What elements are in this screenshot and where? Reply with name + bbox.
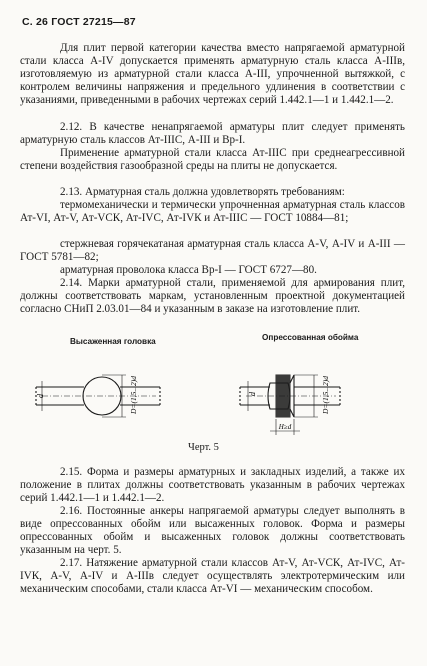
- page-header: С. 26 ГОСТ 27215—87: [22, 16, 136, 28]
- figure-right-title: Опрессованная обойма: [262, 333, 359, 342]
- paragraph-2-13-item-1: термомеханически и термически упрочненная арматурная сталь классов Ат-VI, Ат-V, Ат-VСК, Ат-IVС, Ат-IVК и Ат-IIIС — ГОСТ 10884—81;: [20, 199, 405, 225]
- paragraph-2-16: 2.16. Постоянные анкеры напрягаемой арматуры следует выполнять в виде опрессованных обойм или высаженных головок. Форма и размеры опрессованных обойм и высаженных головок должны соответствовать указанным на черт. 5.: [20, 505, 405, 557]
- paragraph-2-11-cont: Для плит первой категории качества вместо напрягаемой арматурной стали класса А-IV допускается применять арматурную сталь класса А-IIIв, изготовляемую из арматурной стали класса А-III, упрочненной вытяжкой, с контролем величины напряжения и предельного удлинения в соответствии с указаниями, приведенными в рабочих чертежах серий 1.442.1—1 и 1.442.1—2.: [20, 42, 405, 107]
- paragraph-2-15: 2.15. Форма и размеры арматурных и закладных изделий, а также их положение в плитах должны соответствовать указанным в рабочих чертежах серий 1.442.1—1 и 1.442.1—2.: [20, 466, 405, 505]
- paragraph-2-14: 2.14. Марки арматурной стали, применяемой для армирования плит, должны соответствовать маркам, установленным проектной документацией согласно СНиП 2.03.01—84 и указанным в заказе на изготовление плит.: [20, 277, 405, 316]
- paragraph-2-13: 2.13. Арматурная сталь должна удовлетворять требованиям:: [60, 186, 345, 198]
- paragraph-2-13-item-2: стержневая горячекатаная арматурная сталь класса А-V, А-IV и А-III — ГОСТ 5781—82;: [20, 238, 405, 264]
- right-dim-H: H≥d: [278, 423, 292, 431]
- figure-left-title: Высаженная головка: [70, 337, 156, 346]
- paragraph-2-12-note: Применение арматурной стали класса Ат-IIIС при среднеагрессивной степени воздействия газообразной среды на плиты не допускается.: [20, 147, 405, 173]
- paragraph-2-13-item-3: арматурная проволока класса Вр-I — ГОСТ 6727—80.: [60, 264, 317, 276]
- paragraph-2-12: 2.12. В качестве ненапрягаемой арматуры плит следует применять арматурную сталь классов Ат-IIIС, А-III и Вр-I.: [20, 121, 405, 147]
- left-dim-D: D=(1,5...2)d: [129, 376, 138, 414]
- paragraph-2-17: 2.17. Натяжение арматурной стали классов Ат-V, Ат-VСК, Ат-IVС, Ат-IVК, А-V, А-IV и А-IIIв следует осуществлять электротермическим или механическим способами, стали класса Ат-VI — механическим способом.: [20, 557, 405, 596]
- right-dim-D: D=(1,5...2)d: [321, 376, 330, 414]
- figure-caption: Черт. 5: [188, 442, 219, 453]
- upset-head-drawing: [36, 375, 160, 417]
- right-dim-d: d: [248, 392, 257, 396]
- left-dim-d: d: [36, 394, 45, 398]
